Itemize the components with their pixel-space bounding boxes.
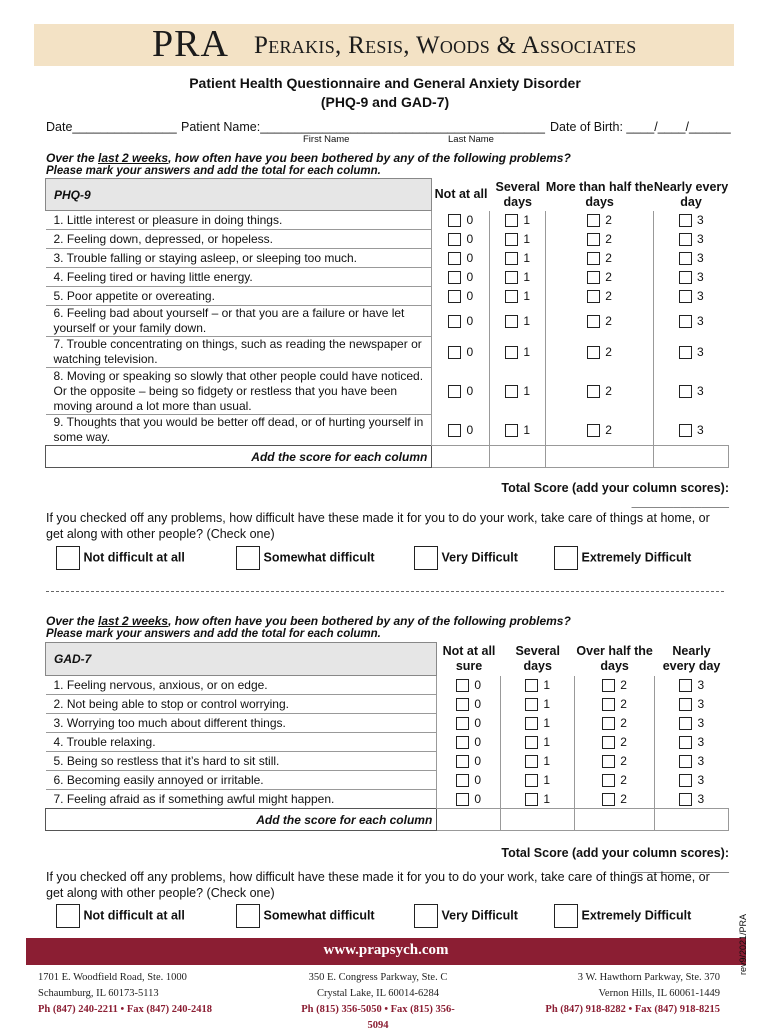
score-cell[interactable]: [432, 337, 490, 368]
gad7-table: [45, 642, 729, 831]
column-sum-field[interactable]: [437, 809, 501, 831]
score-cell[interactable]: [575, 733, 655, 752]
score-value: 3: [697, 677, 705, 692]
score-value: 2: [620, 715, 627, 730]
checkbox[interactable]: [679, 755, 692, 768]
score-cell[interactable]: [654, 268, 729, 287]
score-cell[interactable]: [655, 714, 729, 733]
checkbox[interactable]: [505, 252, 518, 265]
gad7-difficulty-very[interactable]: Very Difficult: [414, 904, 518, 928]
score-cell[interactable]: [501, 695, 575, 714]
gad-item-row: [46, 676, 729, 695]
column-sum-field[interactable]: [546, 446, 654, 468]
score-value: 3: [696, 313, 704, 328]
score-value: 3: [697, 715, 705, 730]
score-value: 0: [466, 212, 474, 227]
score-value: 0: [474, 677, 482, 692]
checkbox[interactable]: [554, 904, 578, 928]
gad7-difficulty-question: If you checked off any problems, how difficult have these made it for you to do your work, take care of things at home, or get along with other people? (Check one): [46, 870, 710, 900]
score-cell[interactable]: [546, 211, 654, 230]
score-cell[interactable]: [437, 790, 501, 809]
form-subtitle: (PHQ-9 and GAD-7): [320, 94, 450, 110]
score-value: 2: [605, 288, 612, 303]
checkbox[interactable]: [587, 424, 600, 437]
checkbox[interactable]: [679, 346, 692, 359]
checkbox[interactable]: [587, 214, 600, 227]
checkbox[interactable]: [587, 385, 600, 398]
checkbox[interactable]: [679, 736, 692, 749]
col-over-half: Over half the days: [576, 644, 653, 673]
checkbox[interactable]: [456, 698, 469, 711]
add-score-label: Add the score for each column: [46, 809, 437, 831]
phq9-difficulty-not[interactable]: Not difficult at all: [56, 546, 185, 570]
checkbox[interactable]: [679, 315, 692, 328]
score-value: 2: [620, 677, 627, 692]
checkbox[interactable]: [505, 290, 518, 303]
checkbox[interactable]: [679, 774, 692, 787]
score-value: 3: [697, 791, 705, 806]
score-cell[interactable]: [575, 752, 655, 771]
patient-last-name-field[interactable]: _____________________: [399, 120, 545, 134]
column-sum-field[interactable]: [655, 809, 729, 831]
office-schaumburg: [38, 970, 212, 1018]
office-phone: Ph (847) 240-2211 • Fax (847) 240-2418: [38, 1004, 212, 1015]
checkbox[interactable]: [505, 424, 518, 437]
col-not-at-all: Not at all: [434, 187, 488, 201]
phq9-difficulty-question: If you checked off any problems, how difficult have these made it for you to do your work, take care of things at home, or get along with other people? (Check one): [46, 511, 710, 541]
checkbox[interactable]: [602, 736, 615, 749]
checkbox[interactable]: [587, 252, 600, 265]
question-text: 7. Trouble concentrating on things, such as reading the newspaper or watching television.: [46, 337, 432, 368]
score-cell[interactable]: [654, 415, 729, 446]
logo-abbr: PRA: [152, 23, 229, 65]
column-sum-field[interactable]: [654, 446, 729, 468]
score-value: 0: [474, 772, 482, 787]
score-value: 1: [543, 772, 551, 787]
score-cell[interactable]: [575, 790, 655, 809]
score-cell[interactable]: [655, 771, 729, 790]
score-cell[interactable]: [501, 752, 575, 771]
checkbox[interactable]: [679, 424, 692, 437]
checkbox[interactable]: [602, 717, 615, 730]
score-cell[interactable]: [654, 230, 729, 249]
question-text: 2. Feeling down, depressed, or hopeless.: [46, 230, 432, 249]
score-cell[interactable]: [490, 211, 546, 230]
score-value: 2: [605, 383, 612, 398]
checkbox[interactable]: [56, 904, 80, 928]
office-vernon-hills: [540, 970, 720, 1018]
score-cell[interactable]: [654, 211, 729, 230]
phq-item-row: [46, 368, 729, 415]
form-title: Patient Health Questionnaire and General Anxiety Disorder: [189, 75, 581, 91]
question-text: 4. Trouble relaxing.: [46, 733, 437, 752]
question-text: 2. Not being able to stop or control worrying.: [46, 695, 437, 714]
revision-note: rev9/2021/PRA: [738, 913, 748, 975]
score-value: 1: [523, 250, 531, 265]
score-value: 3: [696, 212, 704, 227]
checkbox[interactable]: [456, 717, 469, 730]
checkbox[interactable]: [448, 214, 461, 227]
score-value: 0: [466, 231, 474, 246]
score-cell[interactable]: [655, 676, 729, 695]
gad-item-row: [46, 714, 729, 733]
score-cell[interactable]: [432, 249, 490, 268]
checkbox[interactable]: [448, 385, 461, 398]
score-value: 2: [605, 212, 612, 227]
checkbox[interactable]: [525, 793, 538, 806]
score-value: 1: [543, 696, 551, 711]
office-phone: Ph (815) 356-5050 • Fax (815) 356-5094: [301, 1004, 455, 1031]
phq-item-row: [46, 230, 729, 249]
score-value: 3: [697, 734, 705, 749]
phq-item-row: [46, 337, 729, 368]
checkbox[interactable]: [587, 315, 600, 328]
score-cell[interactable]: [655, 752, 729, 771]
checkbox[interactable]: [525, 717, 538, 730]
gad-item-row: [46, 771, 729, 790]
score-cell[interactable]: [432, 415, 490, 446]
first-name-caption: First Name: [303, 134, 350, 145]
score-value: 0: [474, 734, 482, 749]
question-text: 5. Being so restless that it’s hard to sit still.: [46, 752, 437, 771]
checkbox[interactable]: [587, 290, 600, 303]
checkbox[interactable]: [456, 755, 469, 768]
column-sum-field[interactable]: [490, 446, 546, 468]
score-value: 0: [474, 715, 482, 730]
score-value: 2: [620, 772, 627, 787]
score-value: 0: [466, 383, 474, 398]
section-divider: [46, 591, 724, 592]
score-cell[interactable]: [655, 733, 729, 752]
question-text: 8. Moving or speaking so slowly that other people could have noticed. Or the opposite – being so fidgety or restless that you have been moving around a lot more than usual.: [46, 368, 432, 415]
gad-add-score-row: [46, 809, 729, 831]
score-cell[interactable]: [546, 230, 654, 249]
score-cell[interactable]: [490, 368, 546, 415]
checkbox[interactable]: [505, 233, 518, 246]
score-cell[interactable]: [546, 337, 654, 368]
gad7-total-score[interactable]: Total Score (add your column scores): ______________: [501, 846, 729, 874]
score-value: 0: [466, 288, 474, 303]
score-cell[interactable]: [654, 337, 729, 368]
checkbox[interactable]: [448, 424, 461, 437]
question-text: 1. Little interest or pleasure in doing things.: [46, 211, 432, 230]
checkbox[interactable]: [525, 736, 538, 749]
checkbox[interactable]: [602, 755, 615, 768]
score-cell[interactable]: [437, 733, 501, 752]
checkbox[interactable]: [525, 679, 538, 692]
score-value: 0: [474, 753, 482, 768]
score-value: 1: [523, 288, 531, 303]
checkbox[interactable]: [679, 793, 692, 806]
score-value: 2: [620, 696, 627, 711]
score-value: 2: [620, 753, 627, 768]
score-cell[interactable]: [437, 771, 501, 790]
score-cell[interactable]: [546, 249, 654, 268]
score-cell[interactable]: [490, 415, 546, 446]
score-cell[interactable]: [432, 230, 490, 249]
gad-intro: Over the last 2 weeks, how often have you been bothered by any of the following problems?: [46, 614, 571, 628]
checkbox[interactable]: [414, 546, 438, 570]
office-address-line: 3 W. Hawthorn Parkway, Ste. 370: [577, 972, 720, 983]
score-cell[interactable]: [490, 287, 546, 306]
office-crystal-lake: [293, 970, 463, 1034]
checkbox[interactable]: [525, 755, 538, 768]
score-cell[interactable]: [490, 306, 546, 337]
phq9-label: PHQ-9: [46, 179, 432, 211]
score-value: 0: [474, 791, 482, 806]
score-cell[interactable]: [501, 676, 575, 695]
phq-item-row: [46, 287, 729, 306]
question-text: 4. Feeling tired or having little energy.: [46, 268, 432, 287]
checkbox[interactable]: [679, 717, 692, 730]
score-value: 3: [696, 288, 704, 303]
column-sum-field[interactable]: [432, 446, 490, 468]
score-cell[interactable]: [432, 306, 490, 337]
score-value: 0: [466, 344, 474, 359]
score-value: 3: [697, 772, 705, 787]
score-cell[interactable]: [546, 368, 654, 415]
score-cell[interactable]: [575, 714, 655, 733]
checkbox[interactable]: [505, 271, 518, 284]
gad-item-row: [46, 733, 729, 752]
checkbox[interactable]: [525, 698, 538, 711]
score-cell[interactable]: [654, 287, 729, 306]
checkbox[interactable]: [456, 679, 469, 692]
col-several-days: Several days: [495, 179, 540, 209]
score-cell[interactable]: [432, 368, 490, 415]
phq9-difficulty-very[interactable]: Very Difficult: [414, 546, 518, 570]
column-sum-field[interactable]: [575, 809, 655, 831]
score-value: 2: [605, 344, 612, 359]
score-value: 1: [543, 715, 551, 730]
score-value: 0: [466, 313, 474, 328]
checkbox[interactable]: [448, 233, 461, 246]
score-value: 3: [696, 231, 704, 246]
gad7-difficulty-extremely[interactable]: Extremely Difficult: [554, 904, 691, 928]
footer-url[interactable]: www.prapsych.com: [323, 942, 449, 958]
score-value: 3: [696, 250, 704, 265]
score-cell[interactable]: [437, 714, 501, 733]
checkbox[interactable]: [602, 793, 615, 806]
score-cell[interactable]: [546, 306, 654, 337]
score-value: 2: [605, 313, 612, 328]
col-nearly-every-day: Nearly every day: [662, 644, 721, 673]
office-city-line: Crystal Lake, IL 60014-6284: [316, 988, 440, 999]
score-value: 0: [466, 269, 474, 284]
gad-instructions: Please mark your answers and add the total for each column.: [46, 628, 381, 640]
score-value: 3: [696, 269, 704, 284]
score-cell[interactable]: [501, 733, 575, 752]
checkbox[interactable]: [414, 904, 438, 928]
score-value: 1: [543, 753, 551, 768]
gad7-difficulty-somewhat[interactable]: Somewhat difficult: [236, 904, 375, 928]
score-value: 1: [523, 269, 531, 284]
score-value: 1: [523, 344, 531, 359]
phq-add-score-row: [46, 446, 729, 468]
score-cell[interactable]: [437, 695, 501, 714]
score-cell[interactable]: [654, 306, 729, 337]
score-cell[interactable]: [546, 287, 654, 306]
add-score-label: Add the score for each column: [46, 446, 432, 468]
checkbox[interactable]: [505, 214, 518, 227]
score-value: 2: [605, 269, 612, 284]
question-text: 7. Feeling afraid as if something awful might happen.: [46, 790, 437, 809]
score-cell[interactable]: [501, 714, 575, 733]
score-value: 2: [605, 250, 612, 265]
question-text: 6. Becoming easily annoyed or irritable.: [46, 771, 437, 790]
checkbox[interactable]: [554, 546, 578, 570]
score-cell[interactable]: [501, 771, 575, 790]
question-text: 9. Thoughts that you would be better off dead, or of hurting yourself in some way.: [46, 415, 432, 446]
score-value: 2: [620, 791, 627, 806]
gad-item-row: [46, 752, 729, 771]
score-value: 1: [523, 383, 531, 398]
score-value: 2: [605, 422, 612, 437]
checkbox[interactable]: [236, 546, 260, 570]
phq9-table: [45, 178, 729, 468]
score-cell[interactable]: [432, 211, 490, 230]
checkbox[interactable]: [679, 252, 692, 265]
score-cell[interactable]: [546, 268, 654, 287]
score-value: 0: [466, 250, 474, 265]
score-value: 1: [543, 791, 551, 806]
score-cell[interactable]: [432, 268, 490, 287]
col-nearly-every-day: Nearly every day: [653, 179, 729, 209]
score-value: 1: [523, 313, 531, 328]
gad7-difficulty-not[interactable]: Not difficult at all: [56, 904, 185, 928]
dob-field[interactable]: Date of Birth: ____/____/______: [550, 120, 731, 134]
score-value: 1: [523, 231, 531, 246]
score-cell[interactable]: [655, 790, 729, 809]
checkbox[interactable]: [448, 290, 461, 303]
score-cell[interactable]: [654, 368, 729, 415]
phq-item-row: [46, 415, 729, 446]
score-cell[interactable]: [546, 415, 654, 446]
score-cell[interactable]: [501, 790, 575, 809]
checkbox[interactable]: [587, 233, 600, 246]
checkbox[interactable]: [456, 774, 469, 787]
score-value: 1: [543, 677, 551, 692]
col-not-at-all-sure: Not at all sure: [442, 644, 496, 673]
last-name-caption: Last Name: [448, 134, 494, 145]
checkbox[interactable]: [602, 679, 615, 692]
checkbox[interactable]: [602, 774, 615, 787]
patient-name-field[interactable]: Patient Name:____________________: [181, 120, 400, 134]
question-text: 6. Feeling bad about yourself – or that you are a failure or have let yourself or your family down.: [46, 306, 432, 337]
checkbox[interactable]: [505, 385, 518, 398]
checkbox[interactable]: [587, 271, 600, 284]
phq9-difficulty-extremely[interactable]: Extremely Difficult: [554, 546, 691, 570]
gad7-label: GAD-7: [46, 643, 437, 676]
score-value: 2: [605, 231, 612, 246]
checkbox[interactable]: [236, 904, 260, 928]
checkbox[interactable]: [679, 214, 692, 227]
phq-intro: Over the last 2 weeks, how often have you been bothered by any of the following problems?: [46, 151, 571, 165]
score-cell[interactable]: [490, 230, 546, 249]
checkbox[interactable]: [56, 546, 80, 570]
score-value: 1: [543, 734, 551, 749]
score-value: 1: [523, 422, 531, 437]
checkbox[interactable]: [456, 793, 469, 806]
checkbox[interactable]: [448, 315, 461, 328]
score-value: 3: [696, 383, 704, 398]
checkbox[interactable]: [448, 271, 461, 284]
score-cell[interactable]: [575, 771, 655, 790]
question-text: 3. Trouble falling or staying asleep, or sleeping too much.: [46, 249, 432, 268]
checkbox[interactable]: [679, 290, 692, 303]
score-value: 1: [523, 212, 531, 227]
logo-practice-name: Perakis, Resis, Woods & Associates: [254, 32, 637, 59]
question-text: 1. Feeling nervous, anxious, or on edge.: [46, 676, 437, 695]
score-value: 0: [466, 422, 474, 437]
checkbox[interactable]: [448, 346, 461, 359]
phq9-difficulty-somewhat[interactable]: Somewhat difficult: [236, 546, 375, 570]
checkbox[interactable]: [679, 385, 692, 398]
checkbox[interactable]: [525, 774, 538, 787]
checkbox[interactable]: [679, 698, 692, 711]
score-cell[interactable]: [490, 268, 546, 287]
checkbox[interactable]: [602, 698, 615, 711]
office-phone: Ph (847) 918-8282 • Fax (847) 918-8215: [545, 1004, 720, 1015]
checkbox[interactable]: [448, 252, 461, 265]
date-field[interactable]: Date_______________: [46, 120, 177, 134]
column-sum-field[interactable]: [501, 809, 575, 831]
office-address-line: 1701 E. Woodfield Road, Ste. 1000: [38, 972, 187, 983]
score-cell[interactable]: [654, 249, 729, 268]
checkbox[interactable]: [505, 315, 518, 328]
phq-item-row: [46, 249, 729, 268]
phq9-total-score[interactable]: Total Score (add your column scores): ______________: [501, 481, 729, 509]
score-cell[interactable]: [575, 695, 655, 714]
office-address-line: 350 E. Congress Parkway, Ste. C: [308, 972, 448, 983]
score-cell[interactable]: [437, 676, 501, 695]
phq-item-row: [46, 211, 729, 230]
score-cell[interactable]: [490, 337, 546, 368]
score-cell[interactable]: [437, 752, 501, 771]
score-cell[interactable]: [432, 287, 490, 306]
col-several-days: Several days: [515, 644, 560, 673]
checkbox[interactable]: [679, 233, 692, 246]
question-text: 5. Poor appetite or overeating.: [46, 287, 432, 306]
gad-item-row: [46, 695, 729, 714]
gad-item-row: [46, 790, 729, 809]
question-text: 3. Worrying too much about different things.: [46, 714, 437, 733]
checkbox[interactable]: [456, 736, 469, 749]
score-value: 3: [697, 753, 705, 768]
score-value: 3: [696, 422, 704, 437]
phq-item-row: [46, 306, 729, 337]
checkbox[interactable]: [679, 271, 692, 284]
col-more-than-half: More than half the days: [545, 179, 654, 209]
score-value: 0: [474, 696, 482, 711]
score-value: 3: [696, 344, 704, 359]
phq-item-row: [46, 268, 729, 287]
office-city-line: Schaumburg, IL 60173-5113: [38, 988, 159, 999]
score-value: 3: [697, 696, 705, 711]
score-cell[interactable]: [490, 249, 546, 268]
score-cell[interactable]: [575, 676, 655, 695]
checkbox[interactable]: [679, 679, 692, 692]
score-cell[interactable]: [655, 695, 729, 714]
office-city-line: Vernon Hills, IL 60061-1449: [598, 988, 720, 999]
score-value: 2: [620, 734, 627, 749]
checkbox[interactable]: [505, 346, 518, 359]
phq-instructions: Please mark your answers and add the total for each column.: [46, 165, 381, 177]
checkbox[interactable]: [587, 346, 600, 359]
